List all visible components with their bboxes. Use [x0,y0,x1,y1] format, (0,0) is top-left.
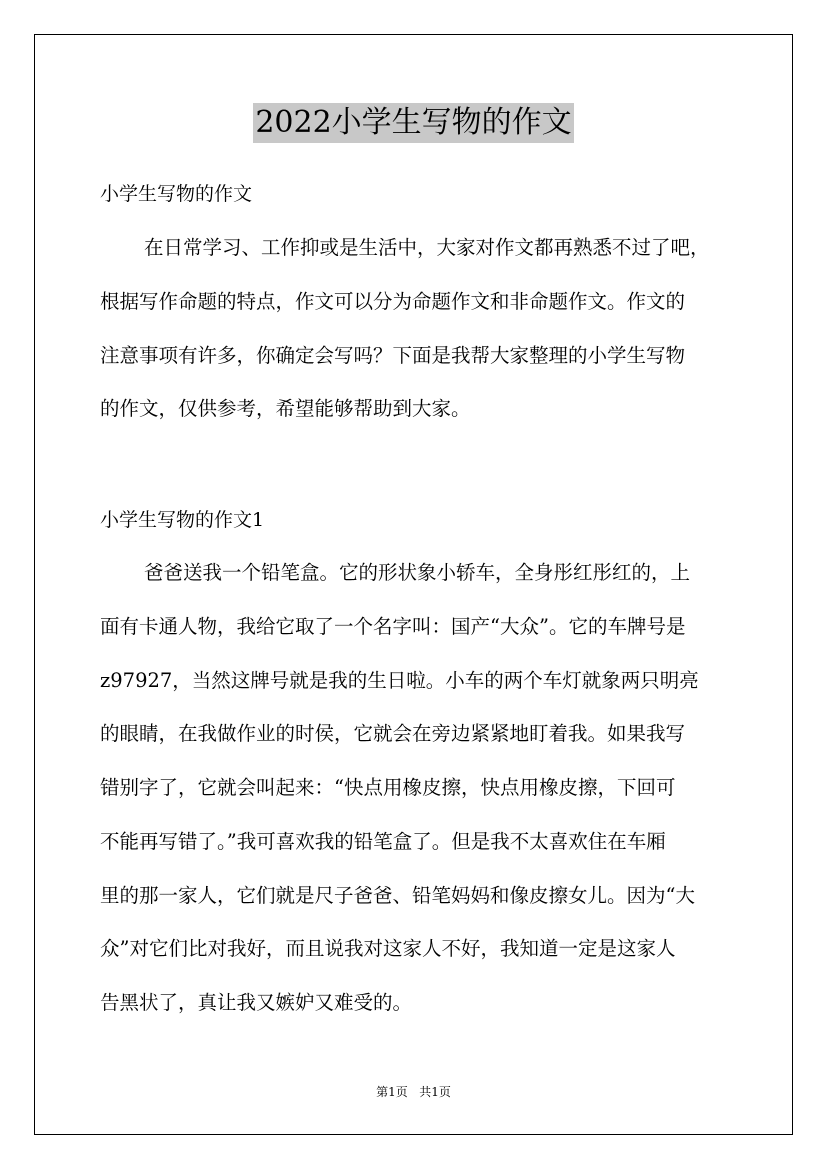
essay1-line-3: z97927，当然这牌号就是我的生日啦。小车的两个车灯就象两只明亮 [100,669,699,692]
intro-line-3: 注意事项有许多，你确定会写吗？下面是我帮大家整理的小学生写物 [100,344,686,367]
document-title-container [0,103,827,143]
intro-line-2: 根据写作命题的特点，作文可以分为命题作文和非命题作文。作文的 [100,290,686,313]
page-footer: 第1页 共1页 [376,1085,451,1099]
essay1-heading: 小学生写物的作文1 [100,509,265,531]
essay1-line-5: 错别字了，它就会叫起来：“快点用橡皮擦，快点用橡皮擦，下回可 [100,776,676,799]
essay1-line-4: 的眼睛，在我做作业的时侯，它就会在旁边紧紧地盯着我。如果我写 [100,722,686,745]
intro-line-4: 的作文，仅供参考，希望能够帮助到大家。 [100,397,471,420]
essay1-line-9: 告黑状了，真让我又嫉妒又难受的。 [100,991,413,1014]
document-title: 2022小学生写物的作文 [253,103,573,143]
essay1-line-2: 面有卡通人物，我给它取了一个名字叫：国产“大众”。它的车牌号是 [100,615,686,638]
essay1-line-6: 不能再写错了。”我可喜欢我的铅笔盒了。但是我不太喜欢住在车厢 [100,830,666,853]
essay1-line-7: 里的那一家人，它们就是尺子爸爸、铅笔妈妈和像皮擦女儿。因为“大 [100,884,695,907]
essay1-line-8: 众”对它们比对我好，而且说我对这家人不好，我知道一定是这家人 [100,937,676,960]
intro-line-1: 在日常学习、工作抑或是生活中，大家对作文都再熟悉不过了吧， [144,236,710,259]
essay1-line-1: 爸爸送我一个铅笔盒。它的形状象小轿车，全身彤红彤红的，上 [144,561,691,584]
intro-heading: 小学生写物的作文 [100,183,253,205]
